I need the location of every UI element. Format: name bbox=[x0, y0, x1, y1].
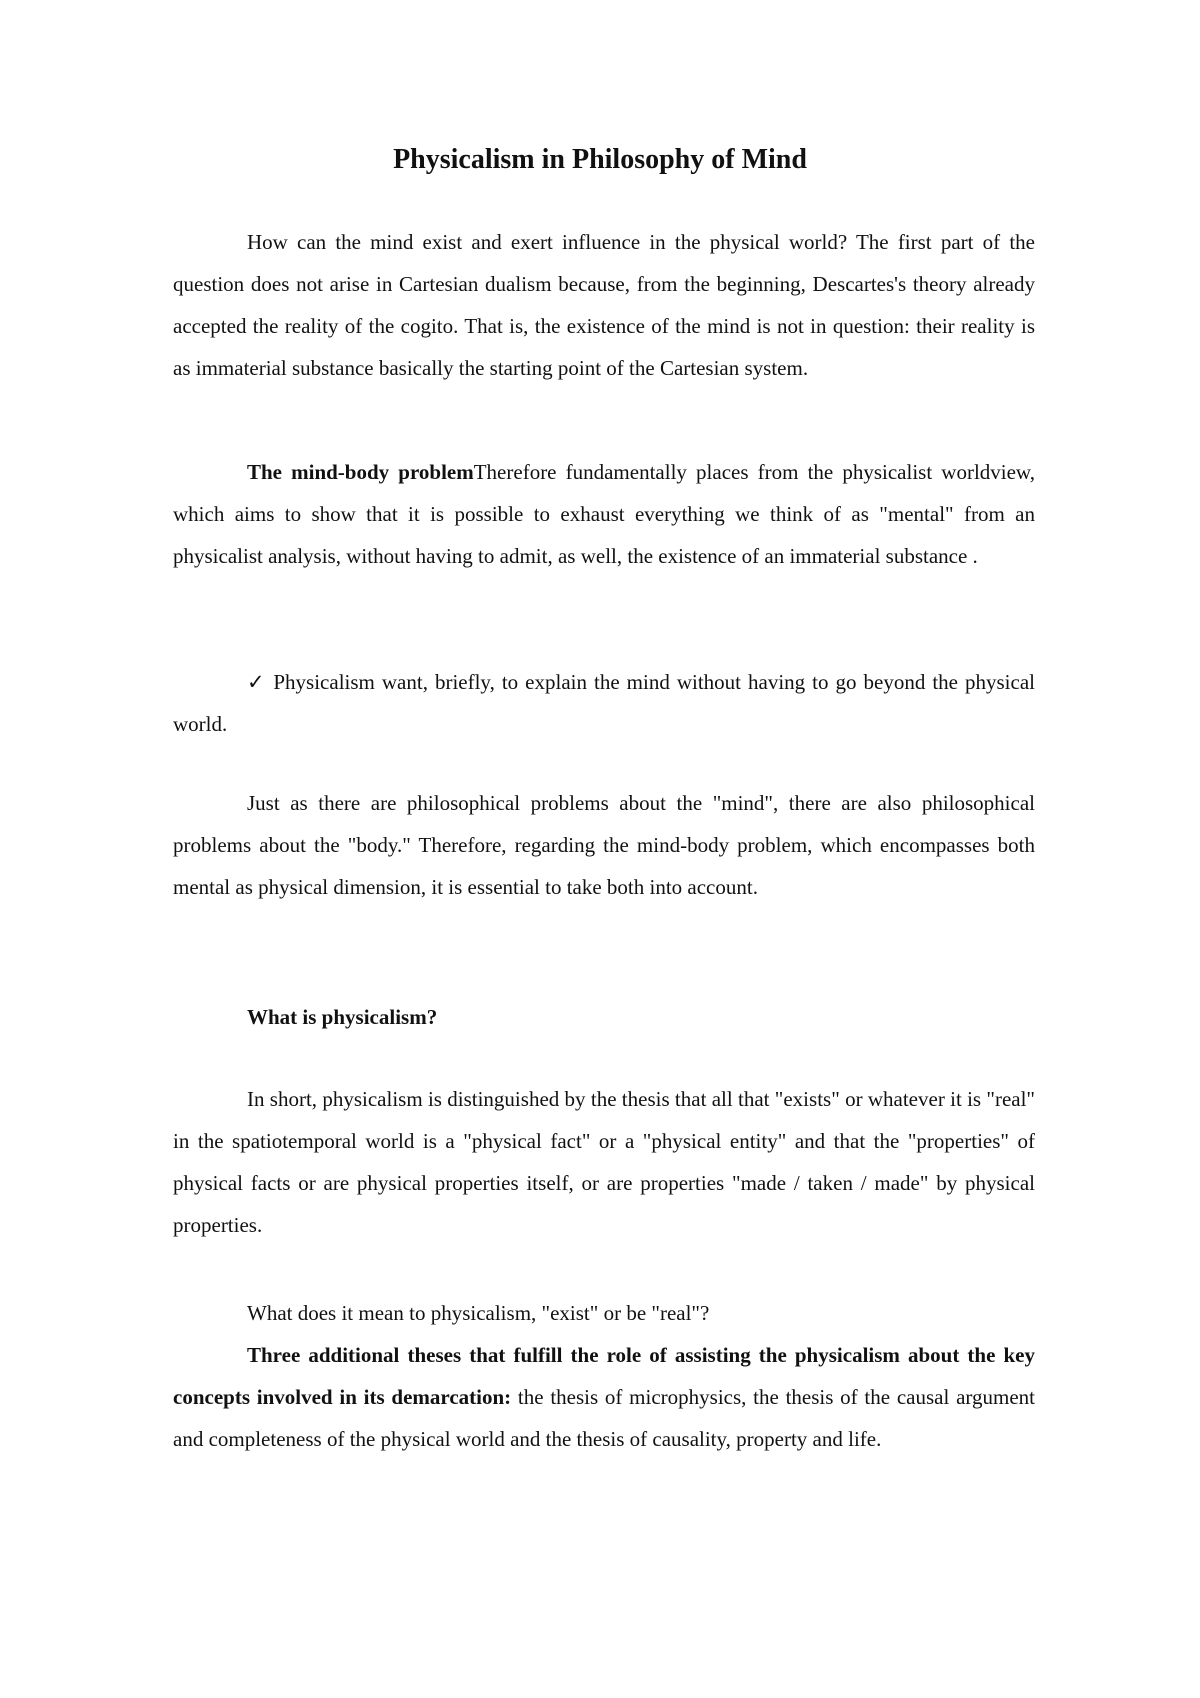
paragraph-three-theses bbox=[173, 1334, 1035, 1460]
three-theses-text: the thesis of microphysics, the thesis of the causal argument and completeness of the physical world and the thesis of causality, property and life. bbox=[173, 1385, 1036, 1451]
paragraph-mind-body bbox=[173, 451, 1035, 577]
mind-body-problem-text: Therefore fundamentally places from the physicalist worldview, which aims to show that it is possible to exhaust everything we think of as "mental" from an physicalist analysis, without having to admit, as well, the existence of an immaterial substance . bbox=[173, 460, 1035, 568]
paragraph-question: What does it mean to physicalism, "exist" or be "real"? bbox=[247, 1301, 710, 1325]
heading-what-is-physicalism: What is physicalism? bbox=[247, 1005, 438, 1029]
three-theses-label: Three additional theses that fulfill the role of assisting the physicalism about the key concepts involved in its demarcation: bbox=[173, 1343, 1035, 1409]
document-title: Physicalism in Philosophy of Mind bbox=[393, 144, 807, 175]
paragraph-checkmark-note: ✓ Physicalism want, briefly, to explain the mind without having to go beyond the physical world. bbox=[173, 670, 1035, 736]
mind-body-problem-label: The mind-body problem bbox=[247, 460, 474, 484]
paragraph-definition: In short, physicalism is distinguished by the thesis that all that "exists" or whatever it is "real" in the spatiotemporal world is a "physical fact" or a "physical entity" and that the "properties" of physical facts or are physical properties itself, or are properties "made / taken / made" by physical properties. bbox=[173, 1087, 1035, 1237]
paragraph-body-problems: Just as there are philosophical problems about the "mind", there are also philosophical problems about the "body." Therefore, regarding the mind-body problem, which encompasses both mental as physical dimension, it is essential to take both into account. bbox=[173, 791, 1035, 899]
paragraph-intro: How can the mind exist and exert influence in the physical world? The first part of the question does not arise in Cartesian dualism because, from the beginning, Descartes's theory already accepted the reality of the cogito. That is, the existence of the mind is not in question: their reality is as immaterial substance basically the starting point of the Cartesian system. bbox=[173, 230, 1035, 380]
